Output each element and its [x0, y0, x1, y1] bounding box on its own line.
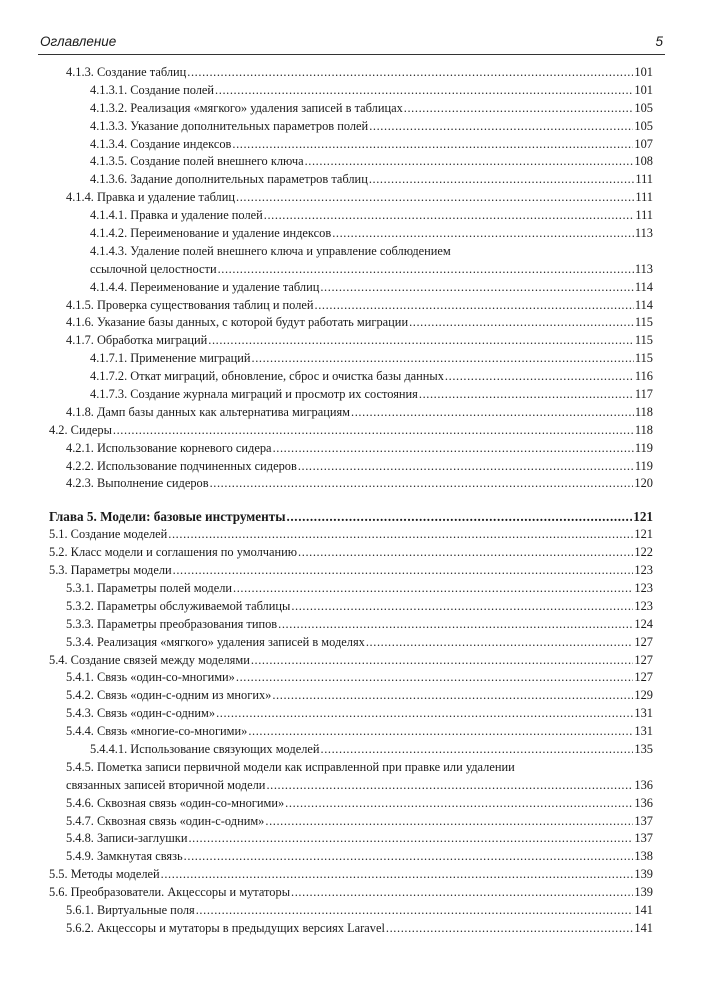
leader-dots	[232, 136, 633, 154]
leader-dots	[218, 261, 634, 279]
toc-entry-page: 138	[634, 849, 653, 864]
toc-entry[interactable]	[49, 562, 653, 580]
toc-entry-title: 4.1.5. Проверка существования таблиц и полей	[66, 297, 314, 312]
toc-entry-title: 4.1.4.2. Переименование и удаление индексов	[90, 226, 332, 241]
toc-entry-page: 129	[634, 688, 653, 703]
toc-entry-page: 111	[635, 208, 653, 223]
table-of-contents	[49, 64, 653, 938]
leader-dots	[168, 526, 633, 544]
toc-entry[interactable]	[49, 687, 653, 705]
leader-dots	[248, 723, 633, 741]
toc-entry-page: 114	[634, 279, 653, 294]
toc-entry-title: 5.5. Методы моделей	[49, 867, 160, 882]
toc-entry-page: 135	[634, 741, 653, 756]
toc-entry-page: 107	[634, 136, 653, 151]
leader-dots	[366, 634, 634, 652]
toc-entry[interactable]	[49, 350, 653, 368]
toc-entry-title: 4.1.4.4. Переименование и удаление таблиц	[90, 279, 320, 294]
leader-dots	[196, 902, 634, 920]
toc-entry[interactable]	[49, 813, 653, 831]
toc-entry-title: 5.4.8. Записи-заглушки	[66, 831, 188, 846]
toc-entry-title: 4.2.3. Выполнение сидеров	[66, 476, 209, 491]
toc-entry-page: 131	[634, 724, 653, 739]
toc-entry-title: 4.1.7.3. Создание журнала миграций и просмотр их состояния	[90, 387, 418, 402]
toc-entry[interactable]	[49, 902, 653, 920]
toc-entry-page: 111	[635, 190, 653, 205]
toc-entry[interactable]	[49, 616, 653, 634]
leader-dots	[386, 920, 634, 938]
toc-entry[interactable]	[49, 669, 653, 687]
toc-entry-page: 119	[634, 458, 653, 473]
leader-dots	[236, 189, 634, 207]
leader-dots	[184, 848, 634, 866]
toc-entry-page: 101	[634, 65, 653, 79]
toc-entry-page: 127	[634, 670, 653, 685]
toc-entry-page: 108	[634, 154, 653, 169]
toc-entry-title: 4.1.7.2. Откат миграций, обновление, сброс и очистка базы данных	[90, 369, 444, 384]
toc-entry[interactable]	[49, 100, 653, 118]
leader-dots	[210, 475, 634, 493]
leader-dots	[404, 100, 634, 118]
toc-entry[interactable]	[49, 475, 653, 493]
toc-entry[interactable]	[49, 153, 653, 171]
toc-entry-title: 4.1.3.4. Создание индексов	[90, 136, 232, 151]
toc-entry-title: 5.4. Создание связей между моделями	[49, 652, 250, 667]
toc-chapter-title: Глава 5. Модели: базовые инструменты	[49, 509, 286, 525]
toc-entry-page: 111	[635, 172, 653, 187]
chapter-spacer	[49, 493, 653, 508]
header-title: Оглавление	[40, 34, 117, 49]
toc-entry[interactable]	[49, 634, 653, 652]
leader-dots	[188, 830, 633, 848]
running-header	[38, 34, 665, 55]
toc-entry-page: 113	[634, 261, 653, 276]
toc-entry-title: 5.1. Создание моделей	[49, 527, 168, 542]
toc-entry-title: 4.1.3.3. Указание дополнительных параметров полей	[90, 118, 369, 133]
toc-entry-page: 124	[634, 616, 653, 631]
toc-entry-page: 141	[634, 920, 653, 935]
leader-dots	[236, 669, 634, 687]
leader-dots	[252, 350, 634, 368]
toc-entry[interactable]	[49, 440, 653, 458]
toc-entry-title: 4.1.7.1. Применение миграций	[90, 351, 251, 366]
leader-dots	[208, 332, 634, 350]
leader-dots	[320, 279, 634, 297]
toc-entry-page: 113	[634, 226, 653, 241]
toc-entry[interactable]	[49, 848, 653, 866]
toc-entry[interactable]	[49, 207, 653, 225]
toc-entry-title: 4.1.3.1. Создание полей	[90, 82, 215, 97]
toc-entry[interactable]	[49, 652, 653, 670]
toc-entry-page: 139	[634, 885, 653, 900]
leader-dots	[409, 314, 634, 332]
toc-entry-page: 123	[634, 563, 653, 578]
leader-dots	[369, 171, 635, 189]
leader-dots	[321, 741, 634, 759]
toc-entry[interactable]	[49, 777, 653, 795]
toc-entry-title: 4.1.6. Указание базы данных, с которой будут работать миграции	[66, 315, 409, 330]
leader-dots	[173, 562, 634, 580]
toc-entry-title: 4.1.7. Обработка миграций	[66, 333, 208, 348]
toc-entry[interactable]	[49, 580, 653, 598]
toc-entry[interactable]	[49, 741, 653, 759]
toc-entry[interactable]	[49, 404, 653, 422]
toc-entry-first-line[interactable]: 5.4.5. Пометка записи первичной модели как исправленной при правке или удалении	[66, 759, 515, 774]
leader-dots	[278, 616, 633, 634]
leader-dots	[287, 508, 633, 526]
toc-entry-page: 127	[634, 652, 653, 667]
toc-entry-title: 5.4.4. Связь «многие-со-многими»	[66, 724, 248, 739]
toc-entry-page: 101	[634, 82, 653, 97]
toc-entry-title: 5.2. Класс модели и соглашения по умолчанию	[49, 545, 298, 560]
leader-dots	[233, 580, 633, 598]
toc-entry[interactable]	[49, 189, 653, 207]
toc-entry-title: 5.3.2. Параметры обслуживаемой таблицы	[66, 598, 291, 613]
toc-entry[interactable]	[49, 225, 653, 243]
toc-entry[interactable]	[49, 279, 653, 297]
toc-entry-page: 127	[634, 634, 653, 649]
toc-entry-title: 5.4.3. Связь «один-с-одним»	[66, 706, 216, 721]
leader-dots	[305, 153, 634, 171]
leader-dots	[291, 598, 633, 616]
toc-entry-page: 119	[634, 440, 653, 455]
toc-entry-title: 4.1.3.6. Задание дополнительных параметров таблиц	[90, 172, 368, 187]
toc-entry-first-line[interactable]: 4.1.4.3. Удаление полей внешнего ключа и управление соблюдением	[90, 243, 451, 258]
toc-entry[interactable]	[49, 422, 653, 440]
toc-entry[interactable]	[49, 297, 653, 315]
leader-dots	[332, 225, 634, 243]
toc-entry[interactable]	[49, 118, 653, 136]
leader-dots	[351, 404, 634, 422]
toc-entry-page: 120	[634, 476, 653, 491]
leader-dots	[298, 458, 634, 476]
toc-entry-page: 123	[634, 598, 653, 613]
toc-entry[interactable]	[49, 368, 653, 386]
toc-entry-title: 4.1.3.5. Создание полей внешнего ключа	[90, 154, 304, 169]
toc-entry[interactable]	[49, 261, 653, 279]
toc-entry[interactable]	[49, 544, 653, 562]
toc-entry-title: 4.1.8. Дамп базы данных как альтернатива миграциям	[66, 404, 351, 419]
toc-entry-page: 122	[634, 545, 653, 560]
toc-entry[interactable]	[49, 136, 653, 154]
toc-entry-page: 105	[634, 118, 653, 133]
toc-entry-page: 137	[634, 831, 653, 846]
toc-entry[interactable]	[49, 920, 653, 938]
toc-entry-title: 5.4.7. Сквозная связь «один-с-одним»	[66, 813, 265, 828]
leader-dots	[265, 813, 633, 831]
toc-entry-title: 5.3. Параметры модели	[49, 563, 172, 578]
toc-entry-title: 5.4.1. Связь «один-со-многими»	[66, 670, 235, 685]
toc-entry-page: 121	[634, 527, 653, 542]
leader-dots	[113, 422, 634, 440]
toc-entry-title: 5.6.2. Акцессоры и мутаторы в предыдущих версиях Laravel	[66, 920, 385, 935]
leader-dots	[266, 777, 633, 795]
toc-entry-page: 136	[634, 795, 653, 810]
toc-entry-title: 4.2.2. Использование подчиненных сидеров	[66, 458, 297, 473]
leader-dots	[419, 386, 634, 404]
toc-entry[interactable]	[49, 82, 653, 100]
toc-entry[interactable]	[49, 526, 653, 544]
leader-dots	[272, 687, 633, 705]
toc-entry[interactable]	[49, 386, 653, 404]
leader-dots	[369, 118, 633, 136]
toc-entry-page: 137	[634, 813, 653, 828]
leader-dots	[264, 207, 635, 225]
toc-entry-page: 114	[634, 297, 653, 312]
toc-entry-title: 5.4.4.1. Использование связующих моделей	[90, 741, 320, 756]
toc-entry-title: 4.2.1. Использование корневого сидера	[66, 440, 272, 455]
toc-entry-page: 118	[634, 404, 653, 419]
toc-entry-page: 131	[634, 706, 653, 721]
toc-entry-page: 105	[634, 100, 653, 115]
toc-entry-page: 123	[634, 580, 653, 595]
toc-entry[interactable]	[49, 598, 653, 616]
toc-entry-title: 4.1.3. Создание таблиц	[66, 65, 187, 79]
toc-entry-page: 139	[634, 867, 653, 882]
leader-dots	[445, 368, 634, 386]
toc-entry-page: 115	[634, 333, 653, 348]
toc-entry-page: 116	[634, 369, 653, 384]
toc-entry-title: 5.4.9. Замкнутая связь	[66, 849, 183, 864]
leader-dots	[251, 652, 634, 670]
leader-dots	[291, 884, 633, 902]
header-page-number: 5	[655, 34, 663, 49]
toc-entry[interactable]	[49, 458, 653, 476]
toc-entry-title: 4.1.3.2. Реализация «мягкого» удаления записей в таблицах	[90, 100, 403, 115]
toc-chapter-page: 121	[633, 509, 653, 525]
toc-entry-title: связанных записей вторичной модели	[66, 777, 266, 792]
leader-dots	[273, 440, 634, 458]
leader-dots	[315, 297, 634, 315]
toc-entry-title: 5.4.2. Связь «один-с-одним из многих»	[66, 688, 272, 703]
leader-dots	[187, 64, 633, 82]
toc-entry[interactable]	[49, 884, 653, 902]
toc-entry-page: 118	[634, 422, 653, 437]
toc-entry[interactable]	[49, 830, 653, 848]
toc-entry-title: 4.1.4.1. Правка и удаление полей	[90, 208, 263, 223]
toc-entry-title: 5.3.3. Параметры преобразования типов	[66, 616, 278, 631]
toc-entry-title: 5.4.6. Сквозная связь «один-со-многими»	[66, 795, 285, 810]
leader-dots	[215, 82, 633, 100]
toc-entry[interactable]	[49, 332, 653, 350]
toc-entry[interactable]	[49, 171, 653, 189]
toc-entry-page: 141	[634, 902, 653, 917]
toc-entry[interactable]	[49, 705, 653, 723]
toc-entry-page: 115	[634, 315, 653, 330]
toc-entry-page: 115	[634, 351, 653, 366]
toc-entry-title: 5.6. Преобразователи. Акцессоры и мутаторы	[49, 885, 291, 900]
toc-entry-title: 5.3.1. Параметры полей модели	[66, 580, 233, 595]
toc-entry[interactable]	[49, 314, 653, 332]
leader-dots	[216, 705, 633, 723]
toc-entry-title: 5.3.4. Реализация «мягкого» удаления записей в моделях	[66, 634, 365, 649]
leader-dots	[161, 866, 634, 884]
toc-entry[interactable]	[49, 866, 653, 884]
toc-entry-page: 117	[634, 387, 653, 402]
toc-entry-title: 4.2. Сидеры	[49, 422, 112, 437]
toc-chapter-entry[interactable]	[49, 508, 653, 526]
leader-dots	[285, 795, 633, 813]
toc-entry[interactable]	[49, 64, 653, 82]
toc-entry-title: 5.6.1. Виртуальные поля	[66, 902, 195, 917]
toc-entry-page: 136	[634, 777, 653, 792]
toc-entry-title: ссылочной целостности	[90, 261, 217, 276]
leader-dots	[298, 544, 633, 562]
toc-entry-title: 4.1.4. Правка и удаление таблиц	[66, 190, 236, 205]
toc-entry[interactable]	[49, 795, 653, 813]
toc-entry[interactable]	[49, 723, 653, 741]
